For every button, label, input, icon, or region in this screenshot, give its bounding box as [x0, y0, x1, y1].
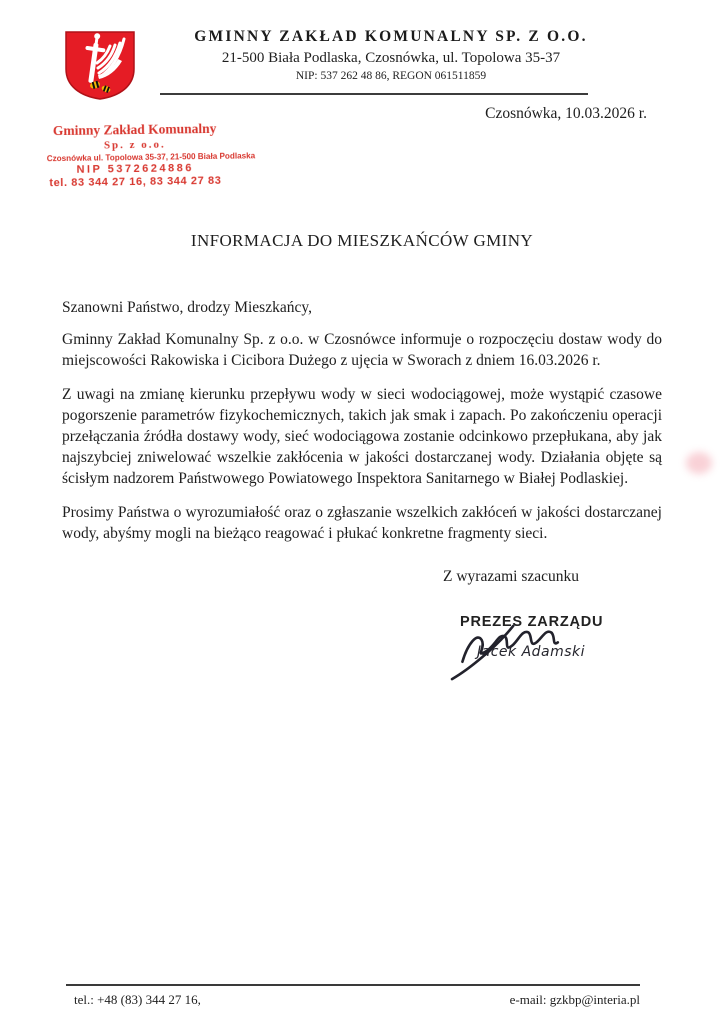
dateline: Czosnówka, 10.03.2026 r.	[485, 105, 647, 122]
footer-divider	[66, 984, 640, 986]
stamp-address: Czosnówka ul. Topolowa 35-37, 21-500 Biała Podlaska	[46, 150, 256, 164]
company-address: 21-500 Biała Podlaska, Czosnówka, ul. Topolowa 35-37	[221, 50, 561, 66]
stamp-phone: tel. 83 344 27 16, 83 344 27 83	[49, 175, 222, 190]
company-registry-numbers: NIP: 537 262 48 86, REGON 061511859	[295, 70, 487, 82]
salutation: Szanowni Państwo, drodzy Mieszkańcy,	[62, 299, 312, 316]
footer-email: e-mail: gzkbp@interia.pl	[509, 992, 640, 1007]
stamp-nip: NIP 5372624886	[76, 162, 194, 176]
document-title: INFORMACJA DO MIESZKAŃCÓW GMINY	[190, 231, 534, 250]
header-divider	[160, 93, 588, 95]
scan-artifact	[686, 452, 712, 474]
stamp-company-form: Sp. z o.o.	[103, 138, 166, 152]
letterhead	[158, 28, 624, 82]
handwritten-signature	[445, 616, 579, 683]
paragraph: Prosimy Państwa o wyrozumiałość oraz o zgłaszanie wszelkich zakłóceń w jakości dostarczanej wody, abyśmy mogli na bieżąco reagować i płukać konkretne fragmenty sieci.	[62, 504, 662, 542]
coat-of-arms-icon	[62, 29, 138, 101]
footer-phone: tel.: +48 (83) 344 27 16,	[74, 992, 201, 1007]
signer-role: PREZES ZARZĄDU	[460, 614, 604, 630]
signer-name: Jacek Adamski	[477, 644, 586, 660]
letter-body	[62, 297, 662, 557]
company-name: GMINNY ZAKŁAD KOMUNALNY SP. Z O.O.	[194, 28, 588, 45]
stamp-company-name: Gminny Zakład Komunalny	[52, 120, 217, 139]
closing-phrase: Z wyrazami szacunku	[443, 568, 579, 585]
company-stamp	[44, 120, 256, 190]
paragraph: Z uwagi na zmianę kierunku przepływu wody w sieci wodociągowej, może wystąpić czasowe pogorszenie parametrów fizykochemicznych, takich jak smak i zapach. Po zakończeniu operacji przełączania źródła dostawy wody, sieć wodociągowa zostanie odcinkowo przepłukana, aby jak najszybciej zniwelować wszelkie zakłócenia w jakości dostarczanej wody. Działania objęte są ścisłym nadzorem Państwowego Powiatowego Inspektora Sanitarnego w Białej Podlaskiej.	[62, 386, 662, 487]
paragraph: Gminny Zakład Komunalny Sp. z o.o. w Czosnówce informuje o rozpoczęciu dostaw wody do miejscowości Rakowiska i Cicibora Dużego z ujęcia w Sworach z dniem 16.03.2026 r.	[62, 331, 662, 369]
